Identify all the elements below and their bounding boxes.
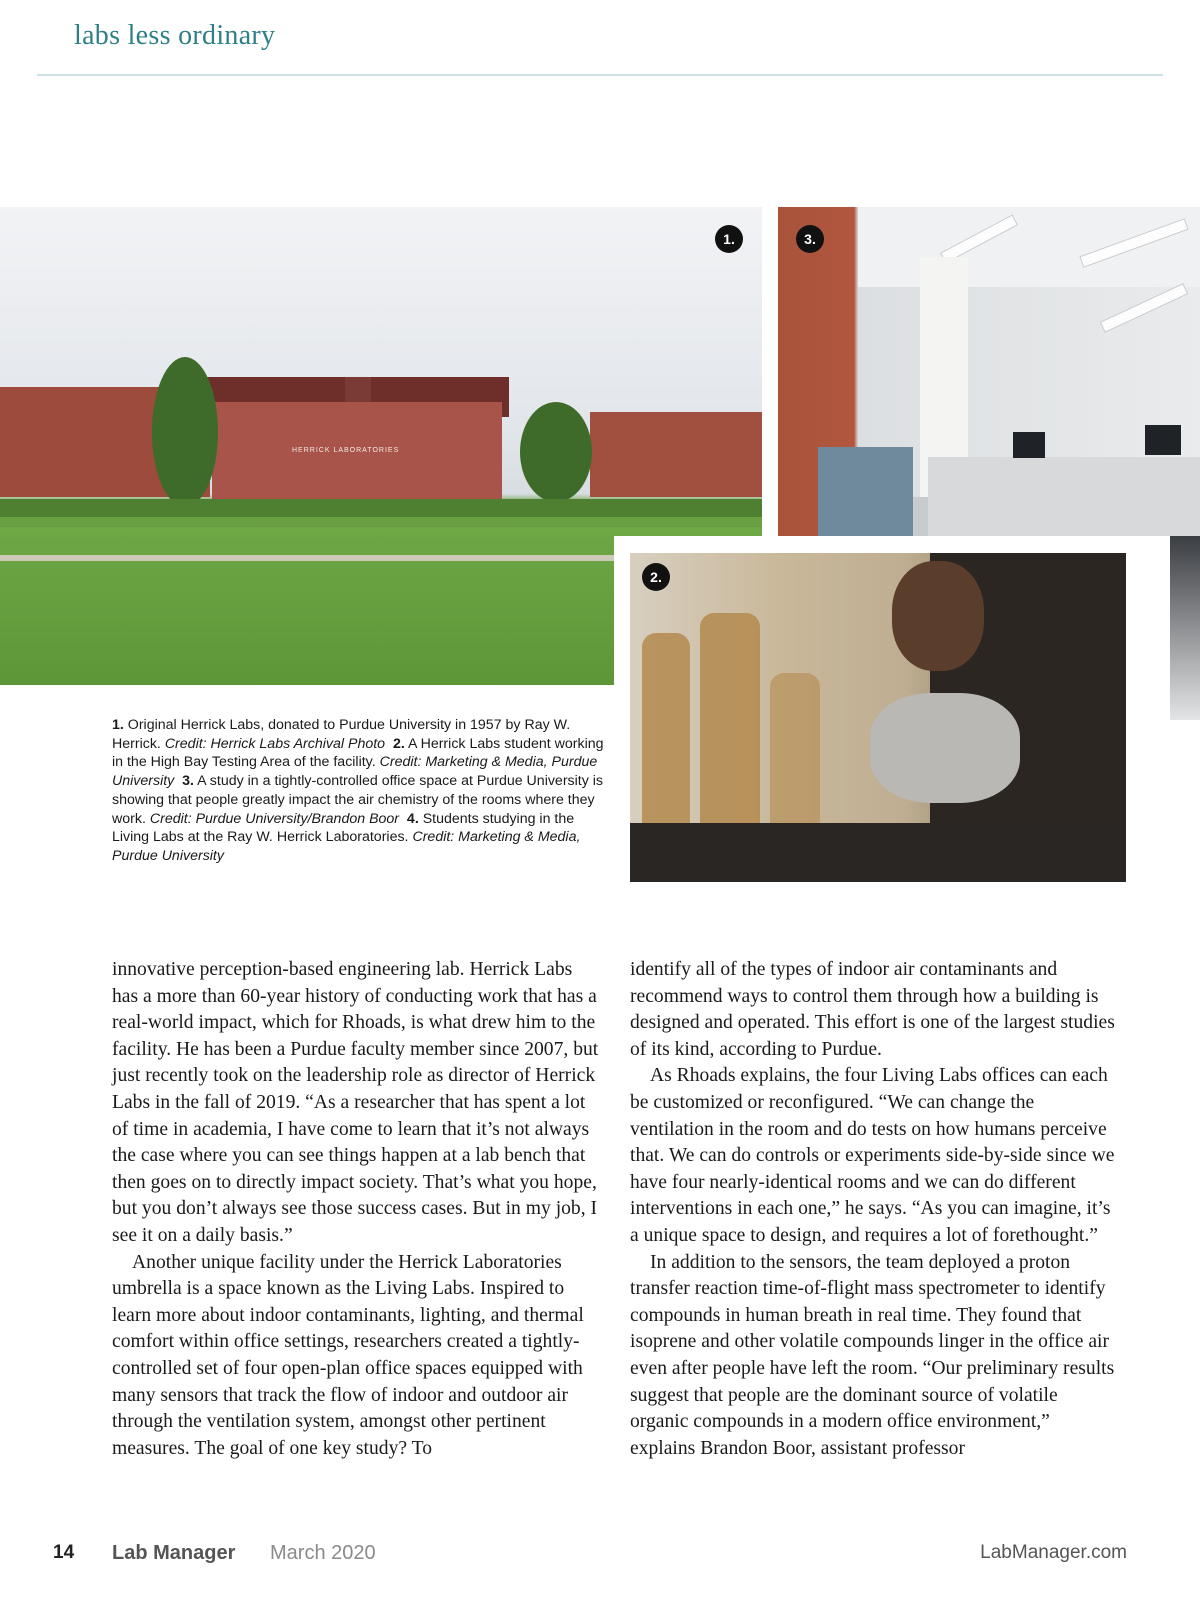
website-link[interactable]: LabManager.com [980,1542,1127,1563]
photo-path [0,555,620,561]
photo2-number-badge: 2. [642,563,670,591]
caption-text: A Herrick Labs student working in the High Bay Testing Area of the facility. [112,735,604,771]
photo-building-right-wing [590,412,762,497]
photo-ceiling-light [1100,283,1188,333]
caption-number: 2. [385,735,405,752]
photo-monitor [1145,425,1181,455]
photo-equipment-cart [818,447,913,537]
photo-student-head [892,561,984,671]
photo3-number-badge: 3. [796,225,824,253]
issue-date: March 2020 [270,1542,376,1564]
caption-text: Original Herrick Labs, donated to Purdue University in 1957 by Ray W. Herrick. [112,717,571,752]
caption-text: Students studying in the Living Labs at the Ray W. Herrick Laboratories. [112,810,575,846]
caption-number: 4. [399,810,419,827]
photo-student-high-bay [630,553,1126,882]
photo-bottle [770,673,820,833]
magazine-name: Lab Manager [112,1542,236,1564]
article-paragraph: As Rhoads explains, the four Living Labs offices can each be customized or reconfigured. “We can change the ventilation in the room and do tests on how humans perceive that. We can do controls or experiments side-by-side since we have four nearly-identical rooms and we can do different interventions in each one,” he says. “As you can imagine, it’s a unique space to design, and requires a lot of forethought.” [630,1065,1115,1246]
caption-number: 1. [112,717,124,733]
building-signage: HERRICK LABORATORIES [292,447,400,454]
section-title: labs less ordinary [74,20,276,51]
article-paragraph: identify all of the types of indoor air contaminants and recommend ways to control them through how a building is designed and operated. This effort is one of the largest studies of its kind, according to Purdue. [630,959,1115,1060]
article-paragraph: innovative perception-based engineering lab. Herrick Labs has a more than 60-year history of conducting work that has a real-world impact, which for Rhoads, is what drew him to the facility. He has been a Purdue faculty member since 2007, but just recently took on the leadership role as director of Herrick Labs in the fall of 2019. “As a researcher that has spent a lot of time in academia, I have come to learn that it’s not always the case where you can see things happen at a lab bench that then goes on to directly impact society. That’s what you hope, but you don’t always see those success cases. But in my job, I see it on a daily basis.” [112,959,599,1246]
photo-desk [928,457,1200,537]
photo-bench [630,823,1126,882]
article-column-right [630,957,1118,1462]
header-rule [37,74,1163,76]
article-paragraph: Another unique facility under the Herrick Laboratories umbrella is a space known as the Living Labs. Inspired to learn more about indoor contaminants, lighting, and thermal comfort within office settings, researchers created a tightly-controlled set of four open-plan office spaces equipped with many sensors that track the flow of indoor and outdoor air through the ventilation system, amongst other pertinent measures. The goal of one key study? To [112,1251,584,1459]
photo-building-main [212,402,502,504]
photo-tree [152,357,218,507]
article-paragraph: In addition to the sensors, the team deployed a proton transfer reaction time-of-flight mass spectrometer to identify compounds in human breath in real time. They found that isoprene and other volatile compounds linger in the office air even after people have left the room. “Our preliminary results suggest that people are the dominant source of volatile organic compounds in a modern office environment,” explains Brandon Boor, assistant professor [630,1251,1115,1459]
photo-office-space [778,207,1200,537]
photo-caption [112,716,608,866]
page-footer [0,1542,1200,1572]
caption-credit: Credit: Herrick Labs Archival Photo [164,735,386,752]
photo-tree [520,402,592,502]
photo-hedge [0,499,762,517]
photo-bottle [642,633,690,833]
caption-credit: Credit: Purdue University/Brandon Boor [149,810,400,827]
photo-machine [870,693,1020,803]
page-number: 14 [53,1542,75,1563]
photo-monitor [1013,432,1045,458]
photo1-number-badge: 1. [715,225,743,253]
caption-number: 3. [174,773,194,790]
photo-bottle [700,613,760,833]
caption-credit: Credit: Marketing & Media, Purdue University [112,754,598,790]
article-column-left [112,957,602,1462]
photo-ceiling [858,207,1200,287]
caption-text: A study in a tightly-controlled office space at Purdue University is showing that people greatly impact the air chemistry of the rooms where they work. [112,773,604,827]
caption-credit: Credit: Marketing & Media, Purdue University [112,829,581,864]
